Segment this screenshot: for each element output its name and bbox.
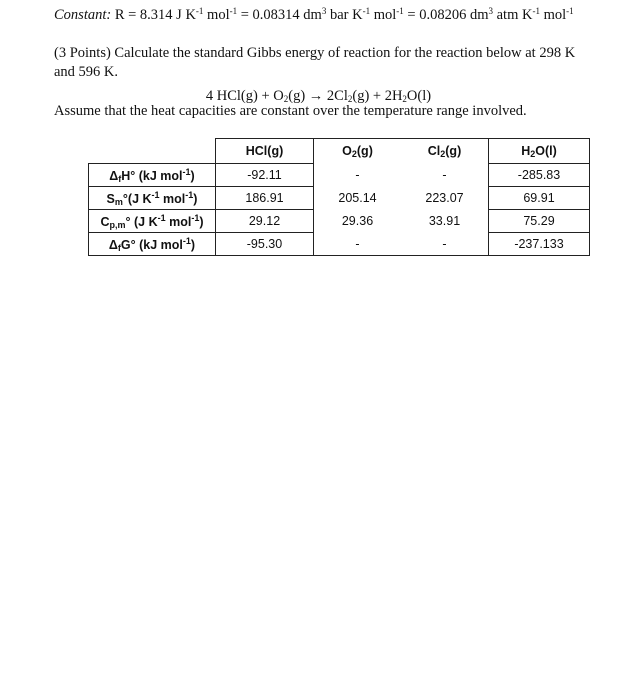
constant-sup: -1 xyxy=(229,6,238,16)
label-superscript: -1 xyxy=(191,212,200,223)
label-text: C xyxy=(100,214,110,229)
constant-text: bar K xyxy=(326,7,363,23)
label-text: ° (J K xyxy=(125,214,158,229)
label-subscript: f xyxy=(117,242,121,253)
constant-text: R = 8.314 J K xyxy=(114,7,196,23)
label-text: S xyxy=(106,191,115,206)
table-cell: 186.91 xyxy=(216,187,314,210)
label-text: °(J K xyxy=(122,191,152,206)
table-cell: - xyxy=(355,168,360,182)
label-superscript: -1 xyxy=(151,189,160,200)
constant-text: = 0.08314 dm xyxy=(237,7,322,23)
constant-sup: -1 xyxy=(195,6,204,16)
gas-constant-line xyxy=(54,6,574,24)
label-text: Δ xyxy=(109,168,119,183)
table-cell: 29.36 xyxy=(341,214,374,228)
table-cell: 205.14 xyxy=(338,191,377,205)
header-text: H xyxy=(521,143,531,158)
constant-sup: 3 xyxy=(488,6,493,16)
header-o2 xyxy=(314,139,402,164)
label-text: mol xyxy=(159,191,186,206)
reaction-subscript: 2 xyxy=(402,94,407,104)
header-text: (g) xyxy=(445,143,462,158)
constant-sup: -1 xyxy=(396,6,404,16)
reaction-part: 4 HCl(g) + O xyxy=(205,88,284,104)
label-subscript: p,m xyxy=(109,219,126,230)
label-text: mol xyxy=(165,214,192,229)
header-h2o xyxy=(489,139,590,164)
label-superscript: -1 xyxy=(182,235,191,246)
table-row-enthalpy xyxy=(89,164,590,187)
table-cell: 223.07 xyxy=(425,191,464,205)
constant-text: = 0.08206 dm xyxy=(403,7,489,23)
constant-text: mol xyxy=(539,7,567,23)
table-cell: 33.91 xyxy=(428,214,461,228)
label-subscript: m xyxy=(114,196,123,207)
reaction-part: O(l) xyxy=(406,88,432,104)
header-subscript: 2 xyxy=(440,148,446,159)
header-subscript: 2 xyxy=(530,148,536,159)
reaction-subscript: 2 xyxy=(283,94,289,104)
header-cl2 xyxy=(401,139,489,164)
label-text: H° (kJ mol xyxy=(121,168,183,183)
header-text: Cl xyxy=(427,143,441,158)
label-subscript: f xyxy=(118,173,122,184)
header-text: (g) xyxy=(356,143,373,158)
table-cell: -92.11 xyxy=(216,164,314,187)
label-superscript: -1 xyxy=(182,166,191,177)
table-row-heat-capacity xyxy=(89,210,590,233)
table-row-gibbs xyxy=(89,233,590,256)
constant-text: atm K xyxy=(492,7,533,23)
row-label-enthalpy xyxy=(89,164,216,187)
label-text: ) xyxy=(190,237,196,252)
problem-statement: (3 Points) Calculate the standard Gibbs energy of reaction for the reaction below at 298 K and 596 K. xyxy=(54,45,576,80)
constant-sup: -1 xyxy=(566,6,574,16)
reaction-part: (g) → 2Cl xyxy=(288,88,348,104)
label-text: ) xyxy=(193,191,198,206)
label-text: ) xyxy=(190,168,195,183)
table-cell: 29.12 xyxy=(216,210,314,233)
constant-text: mol xyxy=(370,7,397,23)
header-subscript: 2 xyxy=(351,148,357,159)
table-cell: 69.91 xyxy=(489,187,590,210)
table-cell: -237.133 xyxy=(489,233,590,256)
constant-text: mol xyxy=(203,7,230,23)
table-row-entropy xyxy=(89,187,590,210)
assumption-text: Assume that the heat capacities are constant over the temperature range involved. xyxy=(54,103,527,119)
table-cell: -285.83 xyxy=(489,164,590,187)
table-corner xyxy=(89,139,216,164)
table-cell: - xyxy=(401,233,489,256)
label-text: G° (kJ mol xyxy=(120,237,183,252)
label-superscript: -1 xyxy=(185,189,194,200)
constant-sup: 3 xyxy=(321,6,327,16)
constant-sup: -1 xyxy=(362,6,371,16)
table-header-row xyxy=(89,139,590,164)
header-text: O(l) xyxy=(535,143,557,158)
table-cell: - xyxy=(314,233,402,256)
header-hcl: HCl(g) xyxy=(216,139,314,164)
table-cell: - xyxy=(442,168,447,182)
row-label-entropy xyxy=(89,187,216,210)
row-label-heat-capacity xyxy=(89,210,216,233)
constant-sup: -1 xyxy=(532,6,540,16)
reaction-subscript: 2 xyxy=(347,94,353,104)
table-cell: -95.30 xyxy=(216,233,314,256)
label-superscript: -1 xyxy=(157,212,166,223)
label-text: ) xyxy=(199,214,204,229)
header-text: O xyxy=(342,143,352,158)
label-text: Δ xyxy=(108,237,118,252)
row-label-gibbs xyxy=(89,233,216,256)
reaction-part: (g) + 2H xyxy=(352,88,403,104)
constant-label: Constant: xyxy=(54,7,112,23)
thermo-data-table xyxy=(88,138,590,256)
table-cell: 75.29 xyxy=(489,210,590,233)
